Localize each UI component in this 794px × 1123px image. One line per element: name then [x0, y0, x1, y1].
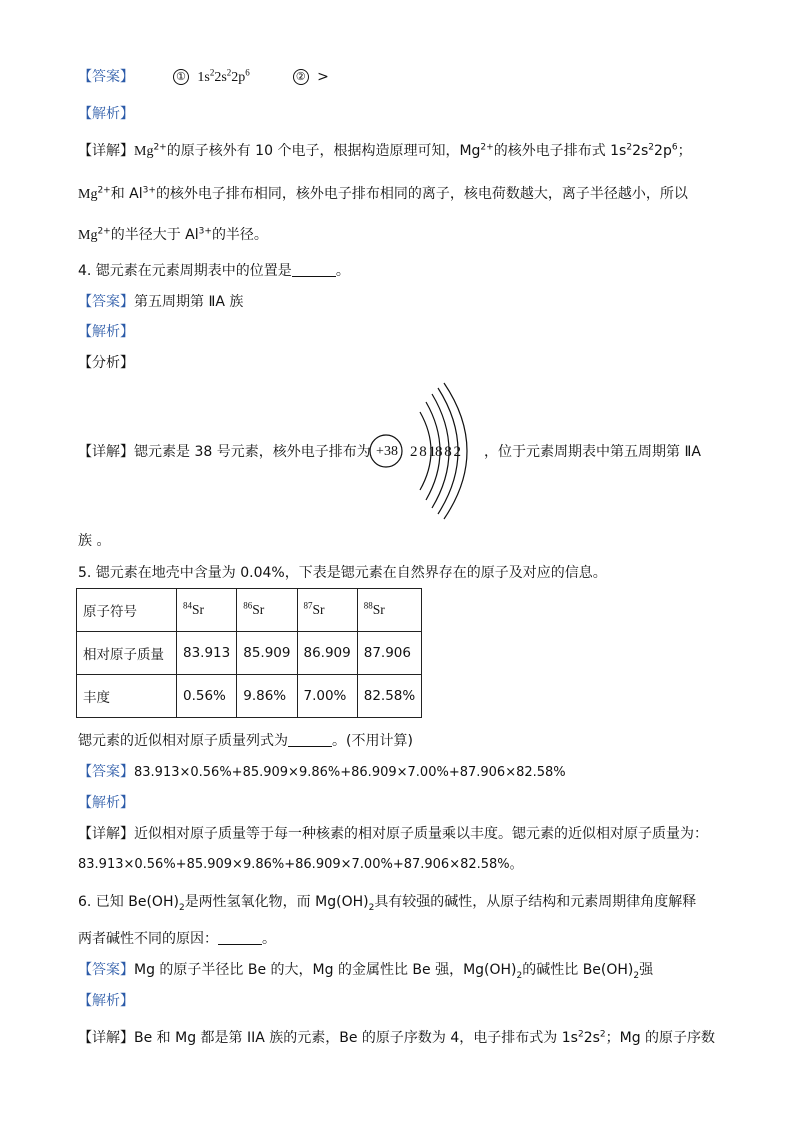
q4-detail-line: 【详解】锶元素是 38 号元素，核外电子排布为 — [78, 444, 371, 460]
atom-nucleus: +38 — [376, 444, 398, 459]
atom-shells: 2 8 18 8 2 — [410, 444, 460, 460]
q4-analysis-tag: 【解析】 — [78, 324, 134, 340]
q4-answer-line: 【答案】第五周期第 ⅡA 族 — [78, 294, 244, 310]
table-row: 原子符号 $^{84}$Sr $^{86}$Sr $^{87}$Sr $^{88}$Sr — [77, 589, 422, 632]
table-row: 相对原子质量 83.913 85.909 86.909 87.906 — [77, 632, 422, 675]
q6-answer-line: 【答案】Mg 的原子半径比 Be 的大，Mg 的金属性比 Be 强，$Mg(OH)_2$的碱性比 $Be(OH)_2$强 — [78, 962, 654, 981]
q6-detail-line: 【详解】Be 和 Mg 都是第 IIA 族的元素，Be 的原子序数为 4，电子排布式为 $1s^22s^2$；Mg 的原子序数 — [78, 1029, 716, 1046]
answer-blank — [218, 930, 262, 945]
answer-blank — [292, 262, 336, 277]
mark-2: ② — [293, 69, 309, 85]
q4-stem: 4. 锶元素在元素周期表中的位置是 。 — [78, 263, 350, 279]
q3-detail-line-3: $Mg^{2+}$的半径大于 $Al^{3+}$的半径。 — [78, 226, 268, 243]
q3-detail-line-1: 【详解】$Mg^{2+}$的原子核外有 10 个电子，根据构造原理可知，$Mg^{2+}$的核外电子排布式 $1s^22s^22p^6$； — [78, 142, 692, 159]
q3-analysis-tag: 【解析】 — [78, 106, 134, 122]
q5-question: 锶元素的近似相对原子质量列式为 。(不用计算) — [78, 733, 413, 749]
isotope-table — [76, 588, 422, 718]
q6-analysis-tag: 【解析】 — [78, 993, 134, 1009]
mark-1: ① — [173, 69, 189, 85]
q4-answer: 第五周期第 ⅡA 族 — [134, 294, 244, 310]
q5-stem: 5. 锶元素在地壳中含量为 0.04%，下表是锶元素在自然界存在的原子及对应的信息。 — [78, 565, 607, 581]
q3-answer-config: $1s^22s^22p^6$ — [197, 67, 250, 85]
q3-answer-op: > — [317, 69, 329, 85]
q5-detail-line: 【详解】近似相对原子质量等于每一种核素的相对原子质量乘以丰度。锶元素的近似相对原子质量为： — [78, 826, 708, 842]
q5-answer: 83.913×0.56%+85.909×9.86%+86.909×7.00%+87.906×82.58% — [134, 765, 566, 780]
q5-answer-line: 【答案】83.913×0.56%+85.909×9.86%+86.909×7.00%+87.906×82.58% — [78, 764, 566, 780]
table-row: 丰度 0.56% 9.86% 7.00% 82.58% — [77, 675, 422, 718]
q3-answer-line — [78, 67, 329, 88]
q4-fenxi-tag: 【分析】 — [78, 355, 134, 371]
q3-detail-line-2: $Mg^{2+}$和 $Al^{3+}$的核外电子排布相同，核外电子排布相同的离子，核电荷数越大，离子半径越小，所以 — [78, 185, 688, 202]
q4-detail-wrap: 族 。 — [78, 533, 111, 549]
detail-tag: 【详解】 — [78, 143, 134, 159]
q4-detail-post: ，位于元素周期表中第五周期第 ⅡA — [484, 444, 701, 460]
answer-blank — [288, 732, 332, 747]
q5-detail-line-2: 83.913×0.56%+85.909×9.86%+86.909×7.00%+87.906×82.58%。 — [78, 857, 523, 872]
q5-analysis-tag: 【解析】 — [78, 795, 134, 811]
q6-stem: 6. 已知 $Be(OH)_2$是两性氢氧化物，而 $Mg(OH)_2$具有较强的碱性，从原子结构和元素周期律角度解释 — [78, 894, 697, 913]
answer-tag: 【答案】 — [78, 69, 134, 85]
q6-stem-line-2: 两者碱性不同的原因： 。 — [78, 931, 276, 947]
